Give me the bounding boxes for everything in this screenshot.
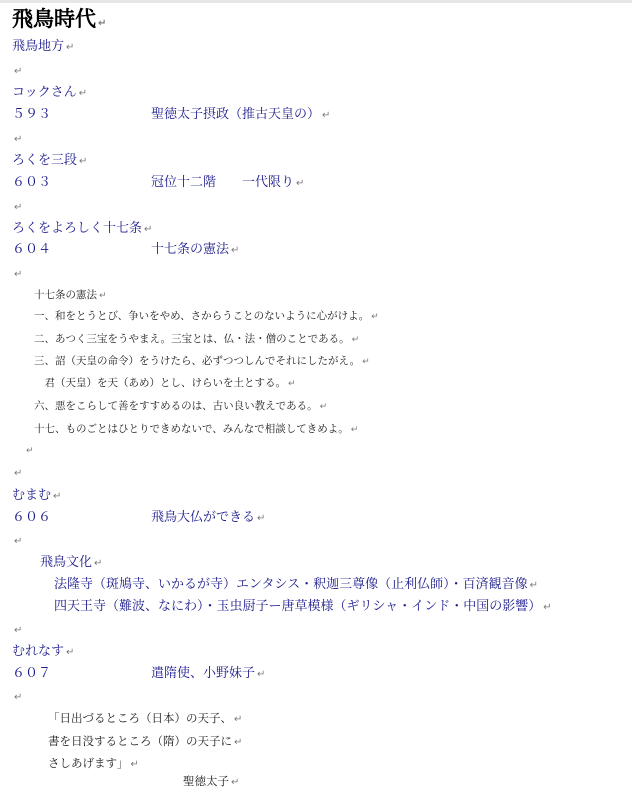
year: ６０６ xyxy=(12,510,52,525)
blank-line: ↵ xyxy=(14,134,23,145)
event: 聖徳太子摂政（推古天皇の） ↵ xyxy=(151,107,331,122)
entry-606 xyxy=(12,509,612,527)
blank-line: ↵ xyxy=(14,66,23,77)
mnemonic-604: ろくをよろしく十七条 ↵ xyxy=(12,221,153,236)
culture-item: 法隆寺（斑鳩寺、いかるが寺）エンタシス・釈迦三尊像（止利仏師）・百済観音像 ↵ xyxy=(54,577,538,592)
year: ６０３ xyxy=(12,175,52,190)
constitution-line: 二、あつく三宝をうやまえ。三宝とは、仏・法・僧のことである。 ↵ xyxy=(34,333,360,345)
entry-604 xyxy=(12,241,612,259)
year: ６０７ xyxy=(12,666,52,681)
blank-line: ↵ xyxy=(14,536,23,547)
mnemonic-607: むれなす ↵ xyxy=(12,644,75,659)
blank-line: ↵ xyxy=(14,692,23,703)
constitution-line: 十七、ものごとはひとりできめないで、みんなで相談してきめよ。 ↵ xyxy=(34,423,359,435)
mnemonic-603: ろくを三段 ↵ xyxy=(12,153,88,168)
entry-593 xyxy=(12,106,612,124)
letter-line: 書を日没するところ（隋）の天子に ↵ xyxy=(48,734,243,748)
year: ６０４ xyxy=(12,242,52,257)
culture-item: 四天王寺（難波、なにわ）・玉虫厨子ー唐草模様（ギリシャ・インド・中国の影響） ↵ xyxy=(54,599,552,614)
blank-line: ↵ xyxy=(26,446,34,456)
blank-line: ↵ xyxy=(14,468,23,479)
constitution-line: 六、悪をこらして善をすすめるのは、古い良い教えである。 ↵ xyxy=(34,400,328,412)
top-border xyxy=(0,0,632,3)
event: 冠位十二階 一代限り ↵ xyxy=(151,175,305,190)
page-title: 飛鳥時代 ↵ xyxy=(12,7,107,31)
region-heading: 飛鳥地方 ↵ xyxy=(12,39,75,54)
constitution-heading: 十七条の憲法 ↵ xyxy=(34,289,107,301)
letter-signature: 聖徳太子 ↵ xyxy=(183,774,240,788)
culture-heading: 飛鳥文化 ↵ xyxy=(40,555,103,570)
year: ５９３ xyxy=(12,107,52,122)
event: 十七条の憲法 ↵ xyxy=(151,242,240,257)
blank-line: ↵ xyxy=(14,202,23,213)
mnemonic-606: むまむ ↵ xyxy=(12,488,62,503)
letter-line: 「日出づるところ（日本）の天子、 ↵ xyxy=(48,711,243,725)
constitution-line: 三、詔（天皇の命令）をうけたら、必ずつつしんでそれにしたがえ。 ↵ xyxy=(34,355,370,367)
event: 遣隋使、小野妹子 ↵ xyxy=(151,666,266,681)
blank-line: ↵ xyxy=(14,269,23,280)
constitution-line: 君（天皇）を天（あめ）とし、けらいを土とする。 ↵ xyxy=(34,377,296,389)
constitution-line: 一、和をとうとび、争いをやめ、さからうことのないように心がけよ。 ↵ xyxy=(34,310,379,322)
mnemonic-593: コックさん ↵ xyxy=(12,85,88,100)
blank-line: ↵ xyxy=(14,625,23,636)
letter-line: さしあげます」 ↵ xyxy=(48,756,139,770)
entry-607 xyxy=(12,665,612,683)
event: 飛鳥大仏ができる ↵ xyxy=(151,510,266,525)
entry-603 xyxy=(12,174,612,192)
